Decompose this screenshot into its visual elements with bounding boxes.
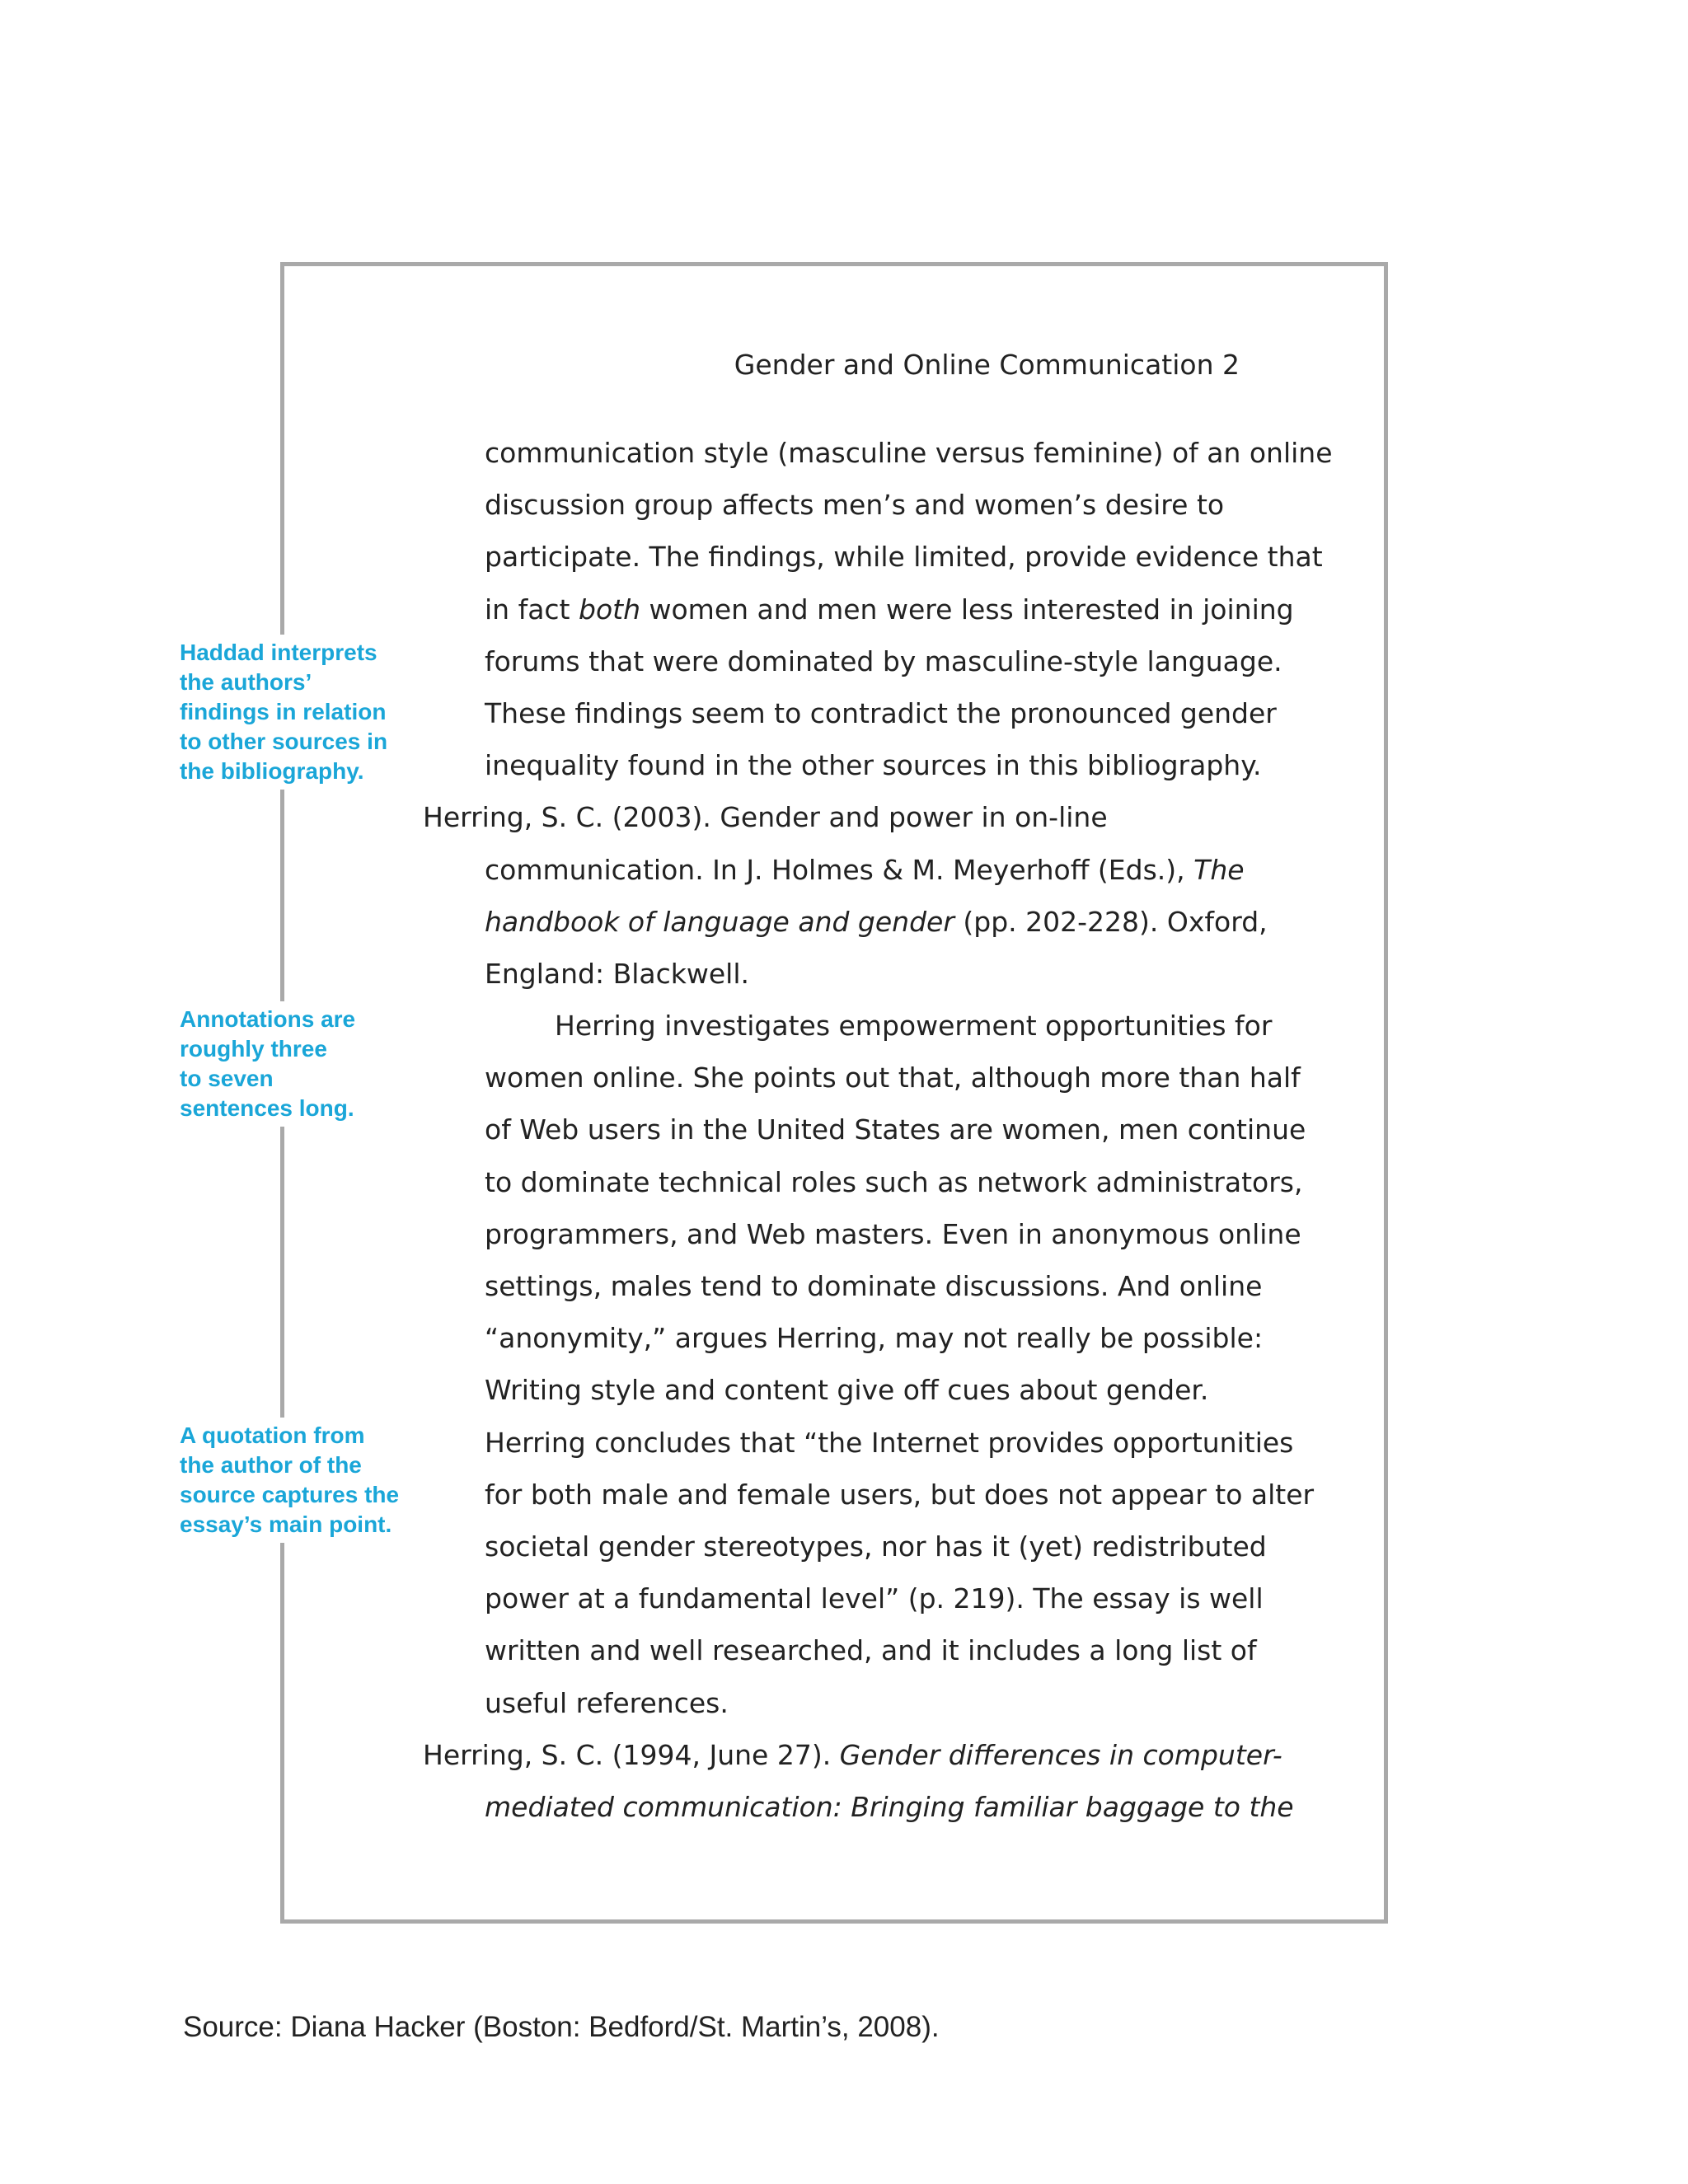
source-caption: Source: Diana Hacker (Boston: Bedford/St. Martin’s, 2008). (183, 2011, 940, 2043)
annotation-line: Annotations are (180, 1006, 356, 1032)
text-line: discussion group affects men’s and women’s desire to (485, 489, 1225, 522)
margin-annotation (180, 1418, 400, 1543)
text-line: “anonymity,” argues Herring, may not really be possible: (485, 1322, 1264, 1355)
text-line: for both male and female users, but does not appear to alter (485, 1478, 1315, 1511)
margin-annotation (180, 635, 386, 790)
text-segment: communication. In J. Holmes & M. Meyerhoff (Eds.), (485, 853, 1194, 886)
annotation-line: the authors’ (180, 669, 312, 695)
document-title-text: Gender differences in computer- (839, 1738, 1282, 1771)
text-line: settings, males tend to dominate discussions. And online (485, 1270, 1263, 1302)
annotation-line: the bibliography. (180, 758, 364, 784)
bibliography-entry-line (423, 1781, 1294, 1833)
annotation-line: A quotation from (180, 1422, 365, 1448)
text-line: of Web users in the United States are women, men continue (485, 1113, 1306, 1146)
text-line: forums that were dominated by masculine-style language. (485, 644, 1282, 677)
annotation-line: Haddad interprets (180, 640, 377, 665)
bibliography-entry-line (423, 896, 1268, 948)
bibliography-entry-line (423, 844, 1247, 896)
text-line: to dominate technical roles such as network administrators, (485, 1165, 1303, 1198)
document-title-text: mediated communication: Bringing familiar baggage to the (485, 1790, 1294, 1823)
annotation-line: findings in relation (180, 699, 387, 724)
body-text (423, 427, 1333, 1833)
text-line: These findings seem to contradict the pronounced gender (485, 696, 1277, 729)
text-line: power at a fundamental level” (p. 219). The essay is well (485, 1582, 1264, 1615)
text-line: useful references. (485, 1686, 729, 1719)
annotation-line: to other sources in (180, 729, 388, 754)
text-line: inequality found in the other sources in this bibliography. (485, 749, 1262, 782)
text-line: programmers, and Web masters. Even in anonymous online (485, 1217, 1301, 1250)
emphasis-text: both (579, 593, 640, 626)
text-line: societal gender stereotypes, nor has it (yet) redistributed (485, 1530, 1267, 1563)
text-segment: in fact (485, 593, 579, 626)
annotation-line: the author of the (180, 1452, 362, 1478)
text-line: Herring investigates empowerment opportunities for (555, 1010, 1273, 1043)
running-head: Gender and Online Communication 2 (734, 349, 1240, 381)
book-title-text: handbook of language and gender (485, 905, 954, 938)
text-line: Herring concludes that “the Internet provides opportunities (485, 1426, 1294, 1459)
bibliography-entry-line (423, 1729, 1282, 1781)
text-line (423, 583, 1294, 635)
bibliography-entry-line: Herring, S. C. (2003). Gender and power in on-line (423, 801, 1108, 834)
book-title-text: The (1193, 853, 1245, 886)
annotation-line: roughly three (180, 1036, 327, 1062)
annotation-line: source captures the (180, 1482, 400, 1507)
margin-annotation (180, 1001, 386, 1127)
text-line: Writing style and content give off cues about gender. (485, 1374, 1209, 1407)
text-line: participate. The findings, while limited, provide evidence that (485, 541, 1323, 574)
text-segment: Herring, S. C. (1994, June 27). (423, 1738, 840, 1771)
annotation-line: to seven (180, 1066, 274, 1091)
text-segment: women and men were less interested in joining (640, 593, 1294, 626)
document-page (280, 262, 1388, 1924)
text-line: written and well researched, and it includes a long list of (485, 1634, 1257, 1667)
annotation-line: essay’s main point. (180, 1511, 392, 1537)
text-line: women online. She points out that, although more than half (485, 1062, 1301, 1094)
annotation-line: sentences long. (180, 1095, 354, 1121)
text-line: communication style (masculine versus feminine) of an online (485, 437, 1333, 469)
text-segment: (pp. 202-228). Oxford, (954, 905, 1268, 938)
bibliography-entry-line: England: Blackwell. (485, 957, 749, 990)
